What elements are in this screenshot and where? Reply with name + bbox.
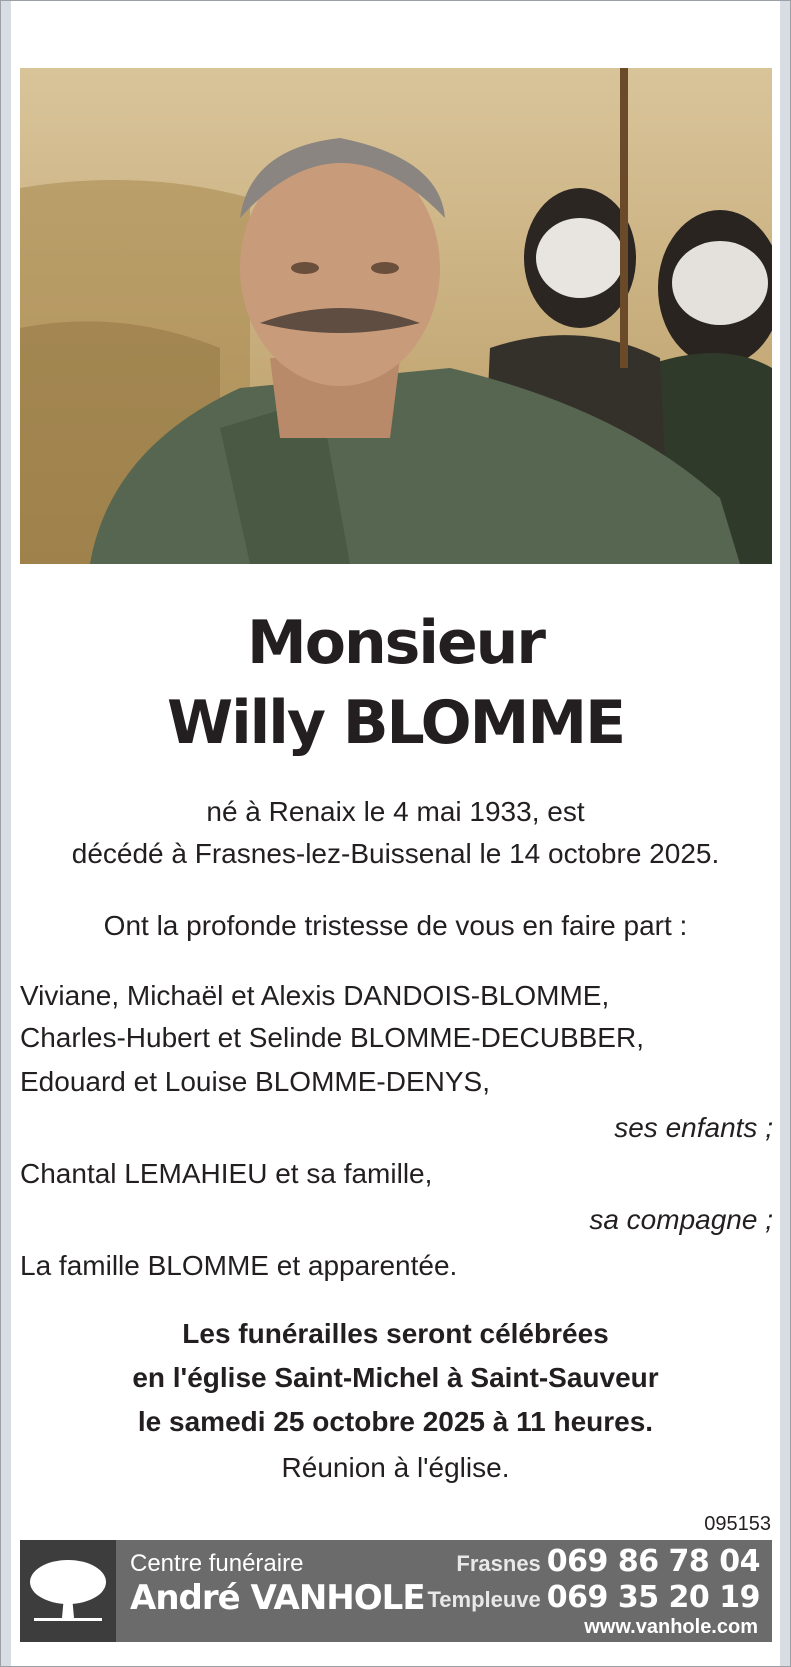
partner-line: Chantal LEMAHIEU et sa famille, [20, 1158, 433, 1189]
phone-row-frasnes [456, 1544, 760, 1579]
funeral-home-subtitle: Centre funéraire [130, 1550, 304, 1577]
relatives-line: La famille BLOMME et apparentée. [20, 1250, 458, 1281]
funeral-home-name: André VANHOLE [130, 1578, 425, 1618]
gathering-line: Réunion à l'église. [281, 1452, 510, 1483]
funeral-home-banner [20, 1540, 772, 1642]
funeral-home-logo [20, 1540, 116, 1642]
honorific-title: Monsieur [247, 608, 544, 678]
children-role: ses enfants ; [614, 1112, 773, 1143]
death-line: décédé à Frasnes-lez-Buissenal le 14 octobre 2025. [71, 838, 720, 869]
funeral-line-2: en l'église Saint-Michel à Saint-Sauveur [132, 1362, 659, 1393]
announcement-intro: Ont la profonde tristesse de vous en faire part : [103, 910, 688, 941]
phone-city: Frasnes [456, 1551, 541, 1576]
funeral-line-1: Les funérailles seront célébrées [182, 1318, 609, 1349]
partner-role: sa compagne ; [589, 1204, 773, 1235]
reference-number: 095153 [704, 1513, 771, 1535]
phone-row-templeuve [427, 1580, 760, 1615]
funeral-line-3: le samedi 25 octobre 2025 à 11 heures. [137, 1406, 654, 1437]
family-line: Charles-Hubert et Selinde BLOMME-DECUBBER, [20, 1022, 644, 1053]
family-line: Viviane, Michaël et Alexis DANDOIS-BLOMME, [20, 980, 610, 1011]
phone-number[interactable]: 069 86 78 04 [546, 1544, 760, 1579]
birth-line: né à Renaix le 4 mai 1933, est [206, 796, 585, 827]
website-link[interactable]: www.vanhole.com [584, 1616, 758, 1638]
portrait-photo [20, 68, 772, 564]
tree-icon [26, 1556, 110, 1626]
phone-number[interactable]: 069 35 20 19 [546, 1580, 760, 1615]
deceased-name: Willy BLOMME [166, 688, 625, 758]
phone-city: Templeuve [427, 1587, 541, 1612]
family-line: Edouard et Louise BLOMME-DENYS, [20, 1066, 490, 1097]
